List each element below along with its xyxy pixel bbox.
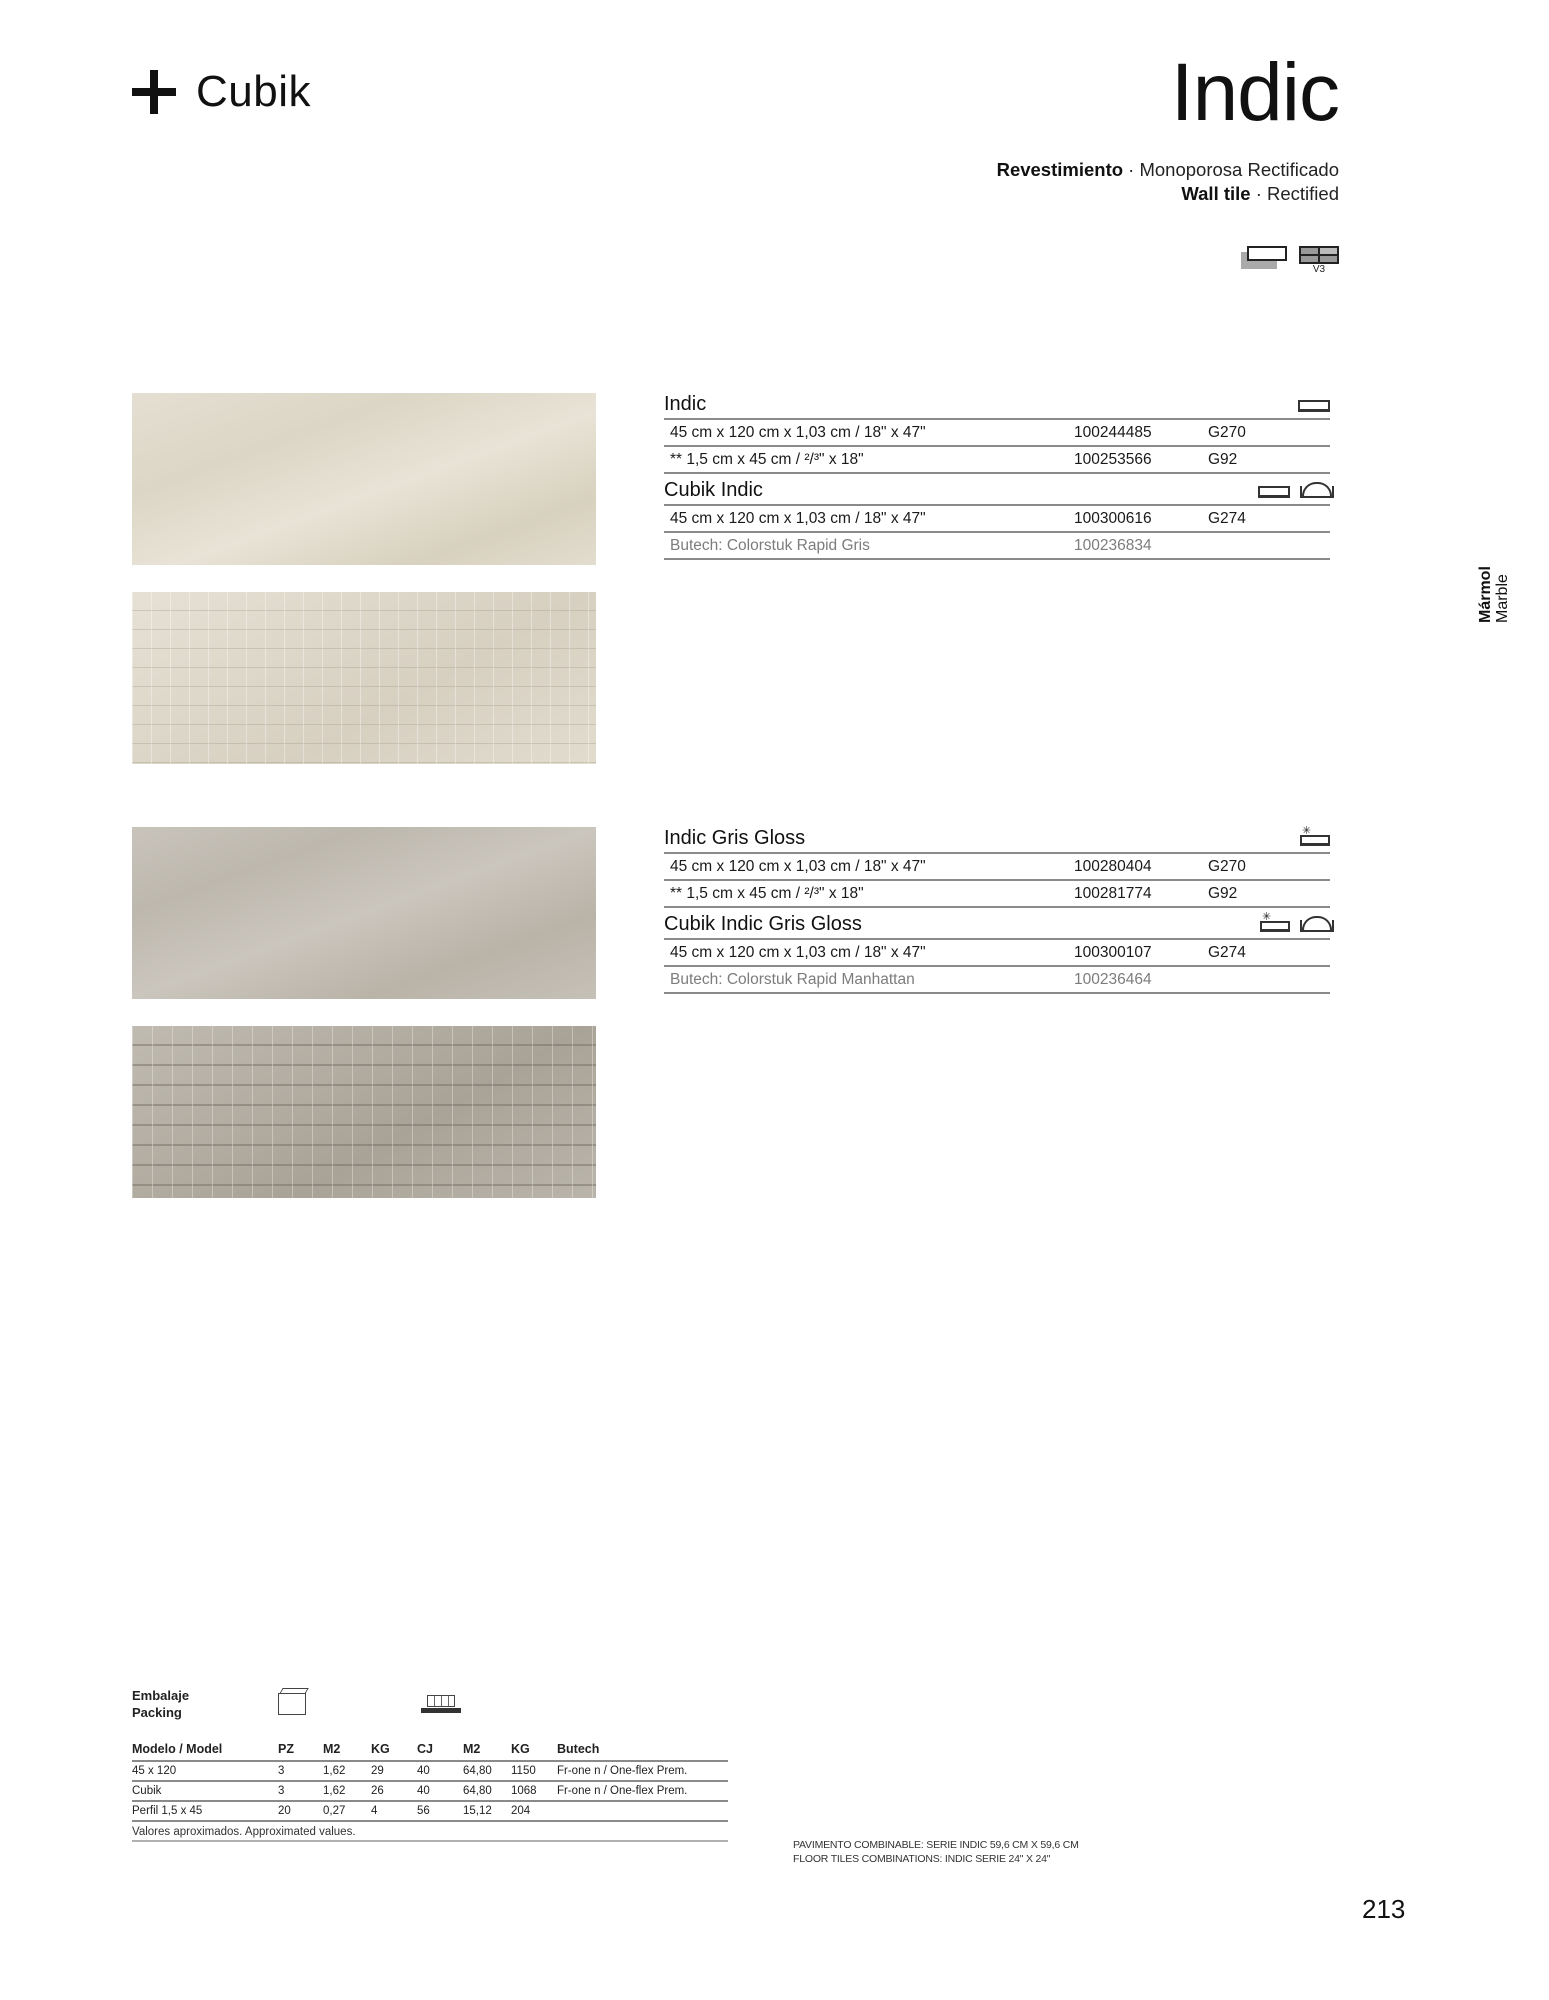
header-icons (1241, 246, 1339, 275)
col-header: KG (371, 1737, 417, 1761)
table-row (664, 940, 1330, 967)
size-cell: 45 cm x 120 cm x 1,03 cm / 18" x 47" (670, 423, 926, 441)
category-side-label (1477, 533, 1537, 623)
size-cell: ** 1,5 cm x 45 cm / ²/³" x 18" (670, 884, 864, 902)
page-number: 213 (1362, 1894, 1406, 1924)
cell: 204 (511, 1801, 557, 1821)
code-cell: 100281774 (1074, 884, 1152, 902)
col-header: M2 (463, 1737, 511, 1761)
product-header (664, 822, 1330, 854)
size-cell: ** 1,5 cm x 45 cm / ²/³" x 18" (670, 450, 864, 468)
product-header (664, 388, 1330, 420)
cell: 29 (371, 1761, 417, 1781)
cell: 1150 (511, 1761, 557, 1781)
tile-image-cubik-indic (132, 592, 596, 764)
series-title: Indic (1170, 47, 1339, 138)
relief-icon (1300, 482, 1330, 498)
product-table-indic-gris-gloss (664, 822, 1330, 994)
floor-combination-note (793, 1838, 1079, 1866)
packing-title (132, 1687, 278, 1721)
table-row (132, 1801, 728, 1821)
group-cell: G270 (1208, 423, 1246, 441)
size-cell: 45 cm x 120 cm x 1,03 cm / 18" x 47" (670, 857, 926, 875)
cell: 26 (371, 1781, 417, 1801)
butech-label: Butech: Colorstuk Rapid Gris (670, 536, 870, 554)
butech-row (664, 967, 1330, 994)
table-row (664, 447, 1330, 474)
size-cell: 45 cm x 120 cm x 1,03 cm / 18" x 47" (670, 943, 926, 961)
code-cell: 100300616 (1074, 509, 1152, 527)
cell: Perfil 1,5 x 45 (132, 1801, 278, 1821)
floor-note-es: PAVIMENTO COMBINABLE: SERIE INDIC 59,6 CM X 59,6 CM (793, 1839, 1079, 1851)
brand-name: Cubik (196, 67, 311, 116)
cell: 45 x 120 (132, 1761, 278, 1781)
col-header: Modelo / Model (132, 1737, 278, 1761)
cell: Fr-one n / One-flex Prem. (557, 1761, 728, 1781)
subtitle-es-bold: Revestimiento (996, 159, 1124, 180)
cell (557, 1801, 728, 1821)
subtitle-en-bold: Wall tile (1181, 183, 1251, 204)
plus-icon (132, 70, 176, 114)
product-name: Indic Gris Gloss (664, 827, 806, 849)
code-cell: 100300107 (1074, 943, 1152, 961)
box-icon (278, 1693, 306, 1715)
col-header: Butech (557, 1737, 728, 1761)
floor-note-en: FLOOR TILES COMBINATIONS: INDIC SERIE 24" X 24" (793, 1853, 1051, 1865)
product-name: Cubik Indic Gris Gloss (664, 913, 862, 935)
cell: 4 (371, 1801, 417, 1821)
product-name: Cubik Indic (664, 479, 763, 501)
cell: 15,12 (463, 1801, 511, 1821)
butech-code: 100236464 (1074, 970, 1152, 988)
wall-tile-icon (1258, 486, 1290, 498)
butech-label: Butech: Colorstuk Rapid Manhattan (670, 970, 915, 988)
wall-tile-icon (1298, 400, 1330, 412)
col-header: PZ (278, 1737, 323, 1761)
brand-header (132, 67, 311, 116)
product-header (664, 474, 1330, 506)
v3-label: V3 (1312, 264, 1326, 275)
code-cell: 100253566 (1074, 450, 1152, 468)
table-row (664, 506, 1330, 533)
table-row (132, 1761, 728, 1781)
packing-table (132, 1737, 728, 1822)
cell: 1,62 (323, 1761, 371, 1781)
cell: 1068 (511, 1781, 557, 1801)
tile-image-indic (132, 393, 596, 565)
cell: 20 (278, 1801, 323, 1821)
product-header (664, 908, 1330, 940)
product-table-indic (664, 388, 1330, 560)
cell: 64,80 (463, 1781, 511, 1801)
packing-title-es: Embalaje (132, 1688, 190, 1703)
cell: 40 (417, 1781, 463, 1801)
gloss-tile-icon: ✳ (1300, 828, 1330, 846)
category-en: Marble (1494, 574, 1511, 623)
cell: 0,27 (323, 1801, 371, 1821)
series-subtitle (997, 158, 1339, 206)
cell: 56 (417, 1801, 463, 1821)
group-cell: G270 (1208, 857, 1246, 875)
cell: 3 (278, 1781, 323, 1801)
butech-code: 100236834 (1074, 536, 1152, 554)
pallet-icon (421, 1695, 461, 1715)
tile-image-indic-gris-gloss (132, 827, 596, 999)
group-cell: G274 (1208, 509, 1246, 527)
group-cell: G92 (1208, 884, 1238, 902)
tile-image-cubik-indic-gris-gloss (132, 1026, 596, 1198)
col-header: M2 (323, 1737, 371, 1761)
packing-header-row (132, 1737, 728, 1761)
table-row (664, 881, 1330, 908)
cell: 3 (278, 1761, 323, 1781)
code-cell: 100244485 (1074, 423, 1152, 441)
table-row (664, 854, 1330, 881)
table-row (132, 1781, 728, 1801)
category-es: Mármol (1477, 566, 1494, 623)
code-cell: 100280404 (1074, 857, 1152, 875)
butech-row (664, 533, 1330, 560)
cell: Cubik (132, 1781, 278, 1801)
col-header: KG (511, 1737, 557, 1761)
packing-section (132, 1687, 728, 1842)
group-cell: G92 (1208, 450, 1238, 468)
gloss-tile-icon: ✳ (1260, 914, 1290, 932)
subtitle-es-rest: · Monoporosa Rectificado (1123, 159, 1339, 180)
col-header: CJ (417, 1737, 463, 1761)
product-name: Indic (664, 393, 707, 415)
cell: Fr-one n / One-flex Prem. (557, 1781, 728, 1801)
table-row (664, 420, 1330, 447)
relief-icon (1300, 916, 1330, 932)
size-cell: 45 cm x 120 cm x 1,03 cm / 18" x 47" (670, 509, 926, 527)
wall-tile-icon (1241, 246, 1287, 270)
v3-variation-icon (1299, 246, 1339, 275)
cell: 1,62 (323, 1781, 371, 1801)
cell: 64,80 (463, 1761, 511, 1781)
packing-title-en: Packing (132, 1705, 182, 1720)
group-cell: G274 (1208, 943, 1246, 961)
subtitle-en-rest: · Rectified (1250, 183, 1339, 204)
packing-note: Valores aproximados. Approximated values. (132, 1822, 728, 1842)
cell: 40 (417, 1761, 463, 1781)
